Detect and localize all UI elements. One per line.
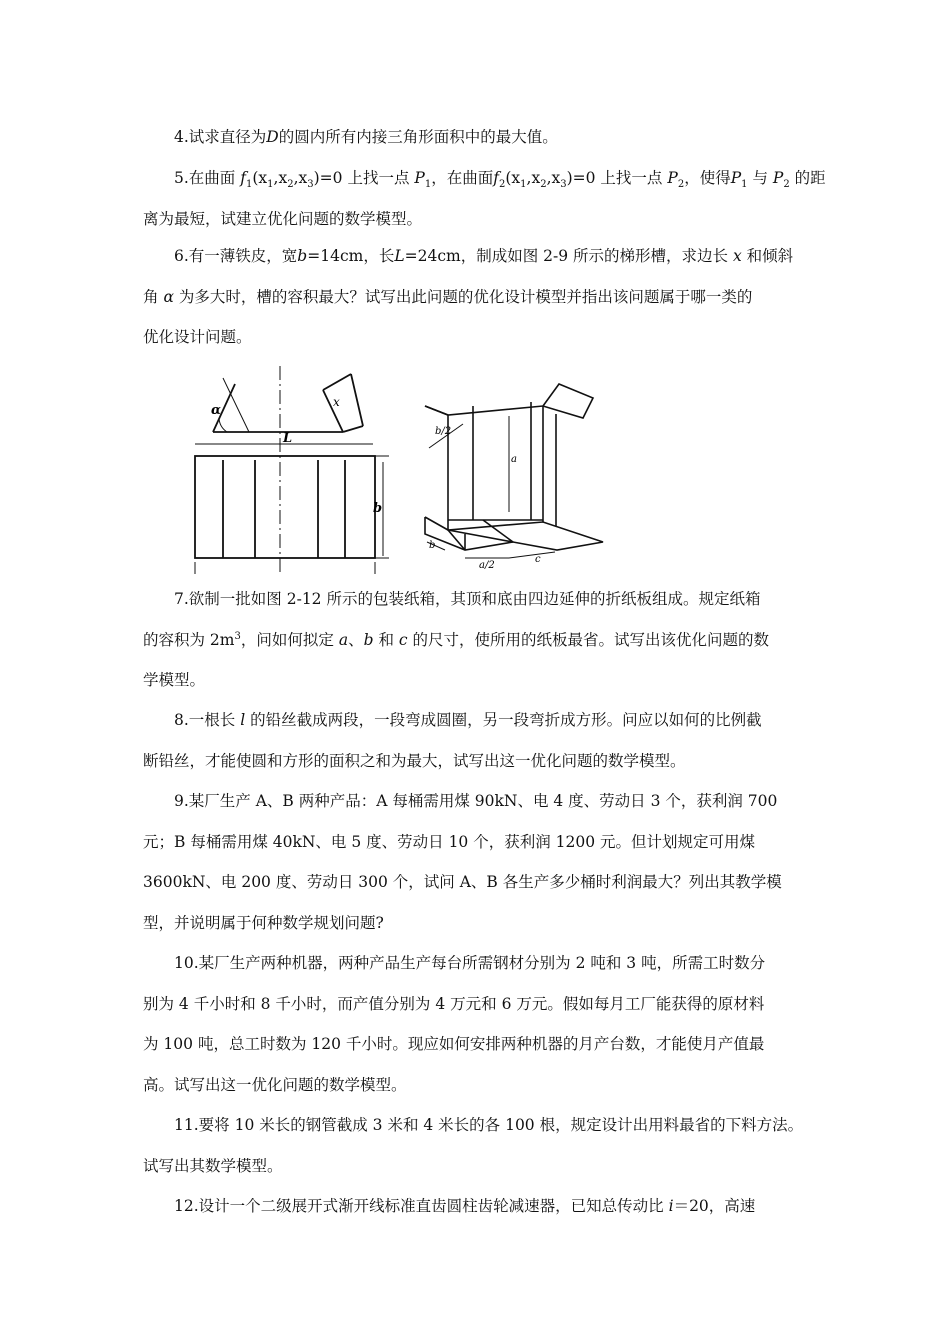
problem-7: 7.欲制一批如图 2-12 所示的包装纸箱，其顶和底由四边延伸的折纸板组成。规定纸箱 的容积为 $2m^3$，问如何拟定 a、b 和 c 的尺寸，使所用的纸板最省。试写出该优化问题的数 学模型。 [143, 590, 770, 689]
problem-6: 6.有一薄铁皮，宽b=14cm，长L=24cm，制成如图 2-9 所示的梯形槽，求边长 x 和倾斜 角 α 为多大时，槽的容积最大？试写出此问题的优化设计模型并指出该问题属于哪一类的 优化设计问题。 [143, 247, 794, 346]
figure-svg [183, 362, 623, 582]
problem-5: 5.在曲面 $f_1(x_1,x_2,x_3)=0$ 上找一点 $P_1$，在曲面$f_2(x_1,x_2,x_3)=0$ 上找一点 $P_2$，使得$P_1$ 与 $P_2$ 的距 离为最短，试建立优化问题的数学模型。 [143, 169, 826, 228]
label-a: a [511, 454, 517, 465]
problem-11: 11.要将 10 米长的钢管截成 3 米和 4 米长的各 100 根，规定设计出用料最省的下料方法。 试写出其数学模型。 [143, 1116, 804, 1175]
label-L: L [283, 431, 293, 446]
problem-9: 9.某厂生产 A、B 两种产品：A 每桶需用煤 90kN、电 4 度、劳动日 3 个，获利润 700 元；B 每桶需用煤 40kN、电 5 度、劳动日 10 个，获利润 1200 元。但计划规定可用煤 3600kN、电 200 度、劳动日 300 个，试问 A、B 各生产多少桶时利润最大？列出其教学模 型，并说明属于何种数学规划问题? [143, 792, 782, 932]
label-x: x [333, 395, 340, 409]
problem-10: 10.某厂生产两种机器，两种产品生产每台所需钢材分别为 2 吨和 3 吨，所需工时数分 别为 4 千小时和 8 千小时，而产值分别为 4 万元和 6 万元。假如每月工厂能获得的原材料 为 100 吨，总工时数为 120 千小时。现应如何安排两种机器的月产台数，才能使月产值最 高。试写出这一优化问题的数学模型。 [143, 954, 766, 1094]
problem-8: 8.一根长 l 的铅丝截成两段，一段弯成圆圈，另一段弯折成方形。问应以如何的比例截 断铅丝，才能使圆和方形的面积之和为最大，试写出这一优化问题的数学模型。 [143, 711, 762, 770]
problem-12: 12.设计一个二级展开式渐开线标准直齿圆柱齿轮减速器，已知总传动比 i＝20，高速 [174, 1197, 756, 1215]
label-alpha: α [211, 403, 222, 418]
problem-4: 4.试求直径为D的圆内所有内接三角形面积中的最大值。 [174, 128, 558, 146]
problem-figures [183, 362, 623, 582]
label-b-half: b/2 [435, 426, 452, 437]
label-b-bottom: b [429, 540, 436, 551]
label-a-half: a/2 [479, 560, 495, 571]
label-b: b [373, 501, 383, 516]
label-c: c [535, 554, 541, 565]
